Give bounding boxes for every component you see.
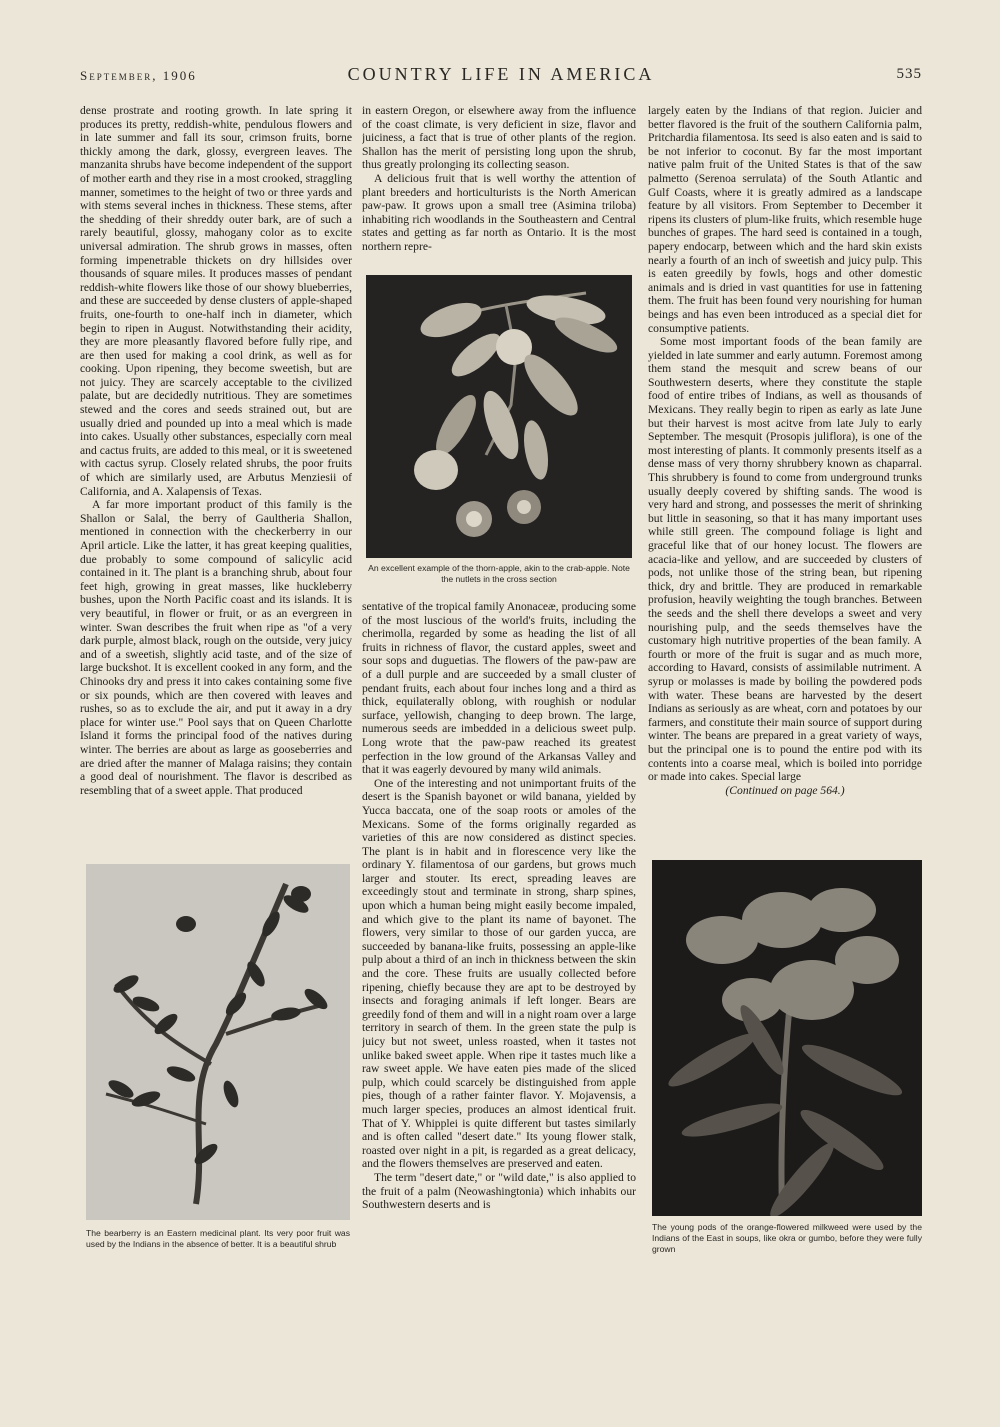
running-head	[80, 64, 922, 86]
paragraph: Some most important foods of the bean family are yielded in late summer and early autumn. Foremost among them stand the mesquit and screw beans of our Southwestern deserts, where they constitute the staple food of entire tribes of Indians, as well as thousands of Mexicans. They really begin to ripen as early as late June but their harvest is most acitve from late July to early September. The mesquit (Prosopis juliflora), is one of the most interesting of plants. It commonly presents itself as a dense mass of very thorny shrubbery known as chaparral. This shrubbery is found to come from underground trunks usually deeply covered by shifting sands. The wood is very hard and strong, and possesses the merit of shrinking but little in seasoning, so that it has many important uses while still green. The compound foliage is light and graceful like that of our honey locust. The flowers are acacia-like and yellow, and are succeeded by clusters of pods, not unlike those of the string bean, but ripening thick, dry and brittle. They are produced in remarkable profusion, heavily weighting the tough branches. Between the seeds and the shell there develops a sweet and very nourishing pulp, and the seeds themselves have the customary high nutritive properties of the bean family. A fourth or more of the fruit is sugar and as much more, according to Havard, consists of assimilable nutriment. A syrup or molasses is made by boiling the powdered pods with water. These beans are harvested by the desert Indians as seriously as are wheat, corn and potatoes by our farmers, and constitute their main source of support during winter. The beans are prepared in a great variety of ways, but the principal one is to pound the entire pod with its contents into a coarse meal, which is boiled into porridge or made into cakes. Special large	[648, 335, 922, 784]
paragraph: A delicious fruit that is well worthy the attention of plant breeders and horticulturists is the North American paw-paw. It grows upon a small tree (Asimina triloba) inhabiting rich woodlands in the Southeastern and Central states and getting as far north as Ontario. It is the most northern repre-	[362, 171, 636, 253]
magazine-title: COUNTRY LIFE IN AMERICA	[347, 64, 655, 84]
page-number: 535	[896, 66, 922, 82]
bearberry-caption: The bearberry is an Eastern medicinal plant. Its very poor fruit was used by the Indians in the absence of better. It is a beautiful shrub	[86, 1228, 350, 1249]
column-1	[80, 104, 352, 848]
bearberry-photo	[86, 864, 350, 1220]
milkweed-caption: The young pods of the orange-flowered milkweed were used by the Indians of the East in soups, like okra or gumbo, before they were fully grown	[652, 1222, 922, 1254]
milkweed-photo	[652, 860, 922, 1216]
paragraph: largely eaten by the Indians of that region. Juicier and better flavored is the fruit of the southern California palm, Pritchardia filamentosa. Its seed is also eaten and is said to be not inferior to coconut. By far the most important native palm fruit of the United States is that of the saw palmetto (Serenoa serrulata) of the South Atlantic and Gulf Coasts, where it is greatly admired as a landscape feature by all visitors. From September to December it ripens its clusters of plum-like fruits, which resemble huge bunches of grapes. The hard seed is contained in a tough, papery endocarp, between which and the hard skin exists nearly a fourth of an inch of sweetish and juicy pulp. This is eaten greedily by fowls, hogs and other domestic animals and is dried in vast quantities for use in fattening them. The fruit has been found very nourishing for human beings and has even been introduced as a special diet for consumptive patients.	[648, 104, 922, 335]
paragraph: in eastern Oregon, or elsewhere away from the influence of the coast climate, is very deficient in size, flavor and juiciness, a fact that is true of other plants of the region. Shallon has the merit of persisting long upon the shrub, thus greatly prolonging its collecting season.	[362, 104, 636, 172]
column-2-bottom	[362, 600, 636, 1390]
paragraph: The term "desert date," or "wild date," is also applied to the fruit of a palm (Neowashingtonia) which inhabits our Southwestern deserts and is	[362, 1170, 636, 1212]
issue-date: September, 1906	[80, 68, 197, 83]
paragraph: sentative of the tropical family Anonaceæ, producing some of the most luscious of the world's fruits, including the cherimolla, regarded by some as heading the list of all fruits in richness of flavor, the custard apples, sweet and sour sops and duguetias. The flowers of the paw-paw are of a dull purple and are succeeded by a small cluster of pendant fruits, each about four inches long and a third as thick, equilaterally oblong, with roughish or nodular surface, yellowish, changing to deep brown. The large, numerous seeds are imbedded in a delicious sweet pulp. Long wrote that the paw-paw reached its greatest perfection in the low ground of the Arkansas Valley and that it was eagerly devoured by many wild animals.	[362, 600, 636, 777]
thorn-apple-photo	[366, 275, 632, 558]
paragraph: dense prostrate and rooting growth. In late spring it produces its pretty, reddish-white, pendulous flowers and in late summer and fall its sour, crimson fruits, borne thickly among the dark, glossy, evergreen leaves. The manzanita shrubs have become independent of the support of mother earth and they rise in a most crooked, straggling manner, sometimes to the height of two or three yards and with stems several inches in thickness. These stems, after the shedding of their shreddy outer bark, are of such a rarely beautiful, glossy, mahogany color as to excite universal admiration. The shrub grows in masses, often forming impenetrable thickets on dry hillsides over thousands of square miles. It produces masses of pendant reddish-white flowers like those of our showy blueberries, and these are succeeded by dense clusters of apple-shaped fruits, one-fourth to one-half inch in diameter, which begin to ripen in August. Notwithstanding their acidity, they are more pleasantly flavored before fully ripe, and are then used for making a cool drink, as well as for cooking. Upon ripening, they become sweetish, but are not juicy. They are scarcely acceptable to the civilized palate, but are decidedly nutritious. They are sometimes stewed and the cores and seeds strained out, but are usually dried and pounded up into a meal which is made into cakes. Usually other substances, especially corn meal and cactus fruits, are added to this meal, or it is sweetened with cactus syrup. Closely related shrubs, the poor fruits of which are similarly used, are Arbutus Menziesii of California, and A. Xalapensis of Texas.	[80, 104, 352, 498]
paragraph: One of the interesting and not unimportant fruits of the desert is the Spanish bayonet or wild banana, yielded by Yucca baccata, one of the soap roots or amoles of the Mexicans. Some of the forms originally regarded as varieties of this are now considered as distinct species. The plant is in habit and in florescence very like the ordinary Y. filamentosa of our gardens, but grows much larger and stouter. Its erect, spreading leaves are exceedingly stout and terminate in strong, sharp spines, upon which a human being might easily become impaled, and which give to the plant its name of bayonet. The flowers, very similar to those of our garden yucca, are succeeded by banana-like fruits, possessing an apple-like pulp about a third of an inch in thickness between the skin and the core. These fruits are usually collected before ripening, chiefly because they are apt to be destroyed by insects and foraging animals if left longer. Bears are greedily fond of them and will in a night roam over a large territory in search of them. In the green state the pulp is juicy but not sweet, unless roasted, when it tastes not unlike baked sweet apple. When ripe it tastes much like a raw sweet apple. We have eaten pies made of the sliced pulp, which could scarcely be distinguished from apple pies, though of a rather fainter flavor. Y. Mojavensis, a much larger species, produces an almost identical fruit. That of Y. Whipplei is quite different but tastes similarly and is often called "desert date." Its young flower stalk, roasted over night in a pit, is regarded as a great delicacy, and the flowers themselves are preserved and eaten.	[362, 776, 636, 1171]
paragraph: A far more important product of this family is the Shallon or Salal, the berry of Gaultheria Shallon, mentioned in connection with the checkerberry in our April article. Like the latter, it has great keeping qualities, due probably to some compound of salicylic acid contained in it. The plant is a branching shrub, about four feet high, growing in great masses, like huckleberry bushes, upon the North Pacific coast and its islands. It is very beautiful, in flower or fruit, or as an evergreen in winter. Swan describes the fruit when ripe as "of a very dark purple, almost black, rough on the outside, very juicy and of a sweetish, slightly acid taste, and of the size of large buckshot. It is excellent cooked in any form, and the Chinooks dry and press it into cakes containing some five or six pounds, which are then covered with leaves and rushes, so as to exclude the air, and put it away in a dry place for winter use." Pool says that on Queen Charlotte Island it forms the principal food of the natives during winter. The berries are about as large as gooseberries and are dried after the manner of Malaga raisins; they contain a good deal of nourishment. The flavor is described as resembling that of a sweet apple. That produced	[80, 498, 352, 797]
column-3	[648, 104, 922, 856]
thorn-apple-caption: An excellent example of the thorn-apple, akin to the crab-apple. Note the nutlets in the cross section	[368, 563, 630, 584]
continued-note: (Continued on page 564.)	[725, 783, 845, 797]
column-2-top	[362, 104, 636, 268]
